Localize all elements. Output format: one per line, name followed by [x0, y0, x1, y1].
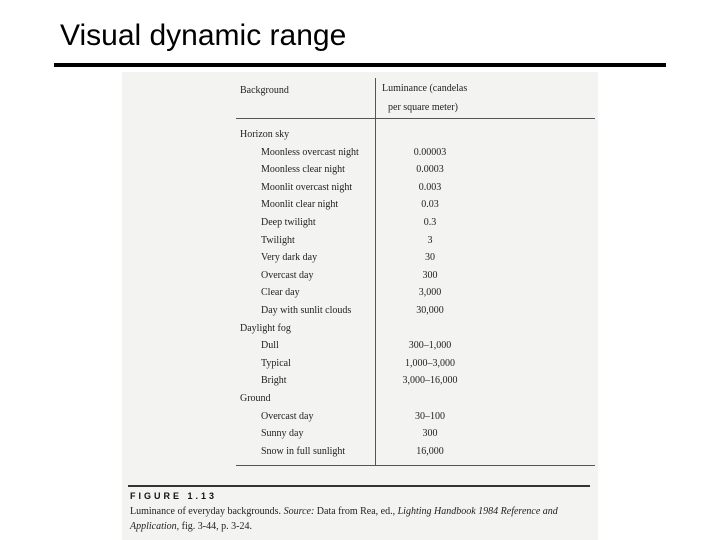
table-header-luminance-line1: Luminance (candelas: [382, 83, 468, 94]
table-header-rule: [236, 118, 595, 119]
row-label: Bright: [261, 375, 287, 387]
table-row: [122, 284, 598, 302]
row-value: 16,000: [416, 445, 444, 457]
slide-title: Visual dynamic range: [60, 19, 347, 52]
row-label: Overcast day: [261, 269, 314, 281]
caption-text: Luminance of everyday backgrounds.: [130, 506, 282, 517]
row-value: 3,000: [418, 287, 442, 299]
table-bottom-rule: [236, 465, 595, 466]
table-header-luminance-line2: per square meter): [388, 102, 458, 113]
row-label: Horizon sky: [240, 129, 290, 140]
row-label: Moonless overcast night: [261, 146, 359, 158]
table-row: [122, 443, 598, 461]
table-row: [122, 179, 598, 197]
row-value: 0.0003: [416, 164, 444, 176]
row-label: Moonlit overcast night: [261, 181, 353, 193]
row-label: Snow in full sunlight: [261, 445, 346, 457]
table-row: [122, 232, 598, 250]
row-label: Day with sunlit clouds: [261, 305, 352, 316]
caption-source-text: Data from Rea, ed.,: [316, 506, 396, 517]
row-label: Moonlit clear night: [261, 199, 339, 211]
table-group-row: [122, 390, 598, 408]
table-row: [122, 161, 598, 179]
row-value: 1,000–3,000: [405, 357, 455, 369]
figure-label: FIGURE 1.13: [130, 491, 218, 501]
row-value: 30–100: [415, 410, 445, 422]
caption-book-title: Lighting Handbook 1984 Reference and Application,: [130, 506, 558, 532]
table-group-row: [122, 320, 598, 338]
table-row: [122, 144, 598, 162]
caption-source-label: Source:: [283, 506, 315, 517]
row-label: Clear day: [261, 287, 300, 299]
figure-rule: [128, 485, 590, 487]
row-value: 3,000–16,000: [402, 375, 458, 387]
row-label: Dull: [261, 340, 279, 352]
row-label: Moonless clear night: [261, 164, 345, 176]
row-label: Overcast day: [261, 410, 314, 422]
table-row: [122, 355, 598, 373]
row-value: 300–1,000: [408, 340, 452, 352]
row-label: Deep twilight: [261, 217, 316, 228]
table-row: [122, 249, 598, 267]
row-value: 300: [422, 428, 438, 440]
row-label: Ground: [240, 393, 271, 404]
row-value: 300: [422, 269, 438, 281]
table-header-background: Background: [240, 85, 289, 96]
table-row: [122, 372, 598, 390]
row-value: 30: [425, 252, 435, 264]
row-label: Sunny day: [261, 428, 304, 440]
row-value: 0.003: [418, 181, 442, 193]
row-value: 0.3: [423, 217, 437, 228]
table-row: [122, 214, 598, 232]
scanned-figure: [122, 72, 598, 540]
table-row: [122, 337, 598, 355]
table-row: [122, 196, 598, 214]
table-row: [122, 267, 598, 285]
row-value: 0.03: [421, 199, 439, 211]
title-underline: [54, 63, 666, 67]
row-label: Very dark day: [261, 252, 318, 264]
row-value: 3: [427, 234, 433, 246]
table-group-row: [122, 126, 598, 144]
table-row: [122, 425, 598, 443]
caption-citation: fig. 3-44, p. 3-24.: [181, 521, 252, 532]
figure-caption: [130, 504, 590, 534]
table-row: [122, 302, 598, 320]
row-value: 30,000: [416, 305, 444, 316]
row-label: Typical: [261, 357, 291, 369]
row-label: Twilight: [261, 234, 295, 246]
row-value: 0.00003: [413, 146, 447, 158]
row-label: Daylight fog: [240, 322, 291, 334]
table-row: [122, 408, 598, 426]
